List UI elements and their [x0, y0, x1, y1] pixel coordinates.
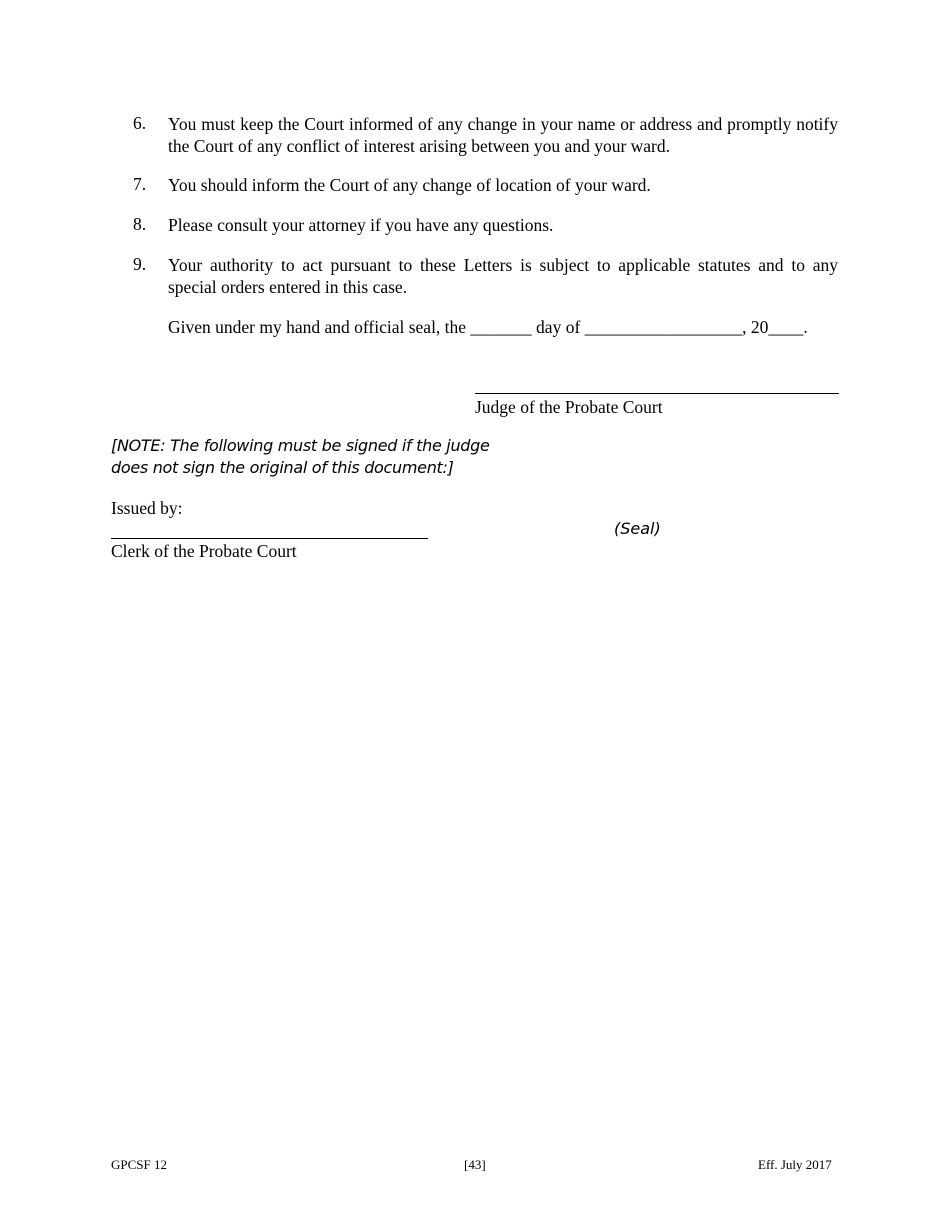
- clerk-label: Clerk of the Probate Court: [111, 541, 297, 561]
- item-text: Please consult your attorney if you have any questions.: [168, 215, 554, 235]
- footer-page-number: [43]: [464, 1157, 486, 1172]
- item-text: You must keep the Court informed of any change in your name or address and promptly notify the Court of any conflict of interest arising between you and your ward.: [168, 114, 838, 156]
- item-text: You should inform the Court of any change of location of your ward.: [168, 175, 651, 195]
- given-under-seal-line: Given under my hand and official seal, the _______ day of __________________, 20____.: [168, 317, 808, 337]
- judge-label: Judge of the Probate Court: [475, 397, 663, 417]
- clerk-signature-line[interactable]: [111, 538, 428, 539]
- item-text: Your authority to act pursuant to these Letters is subject to applicable statutes and to any special orders entered in this case.: [168, 255, 838, 297]
- item-number: 7.: [133, 174, 147, 194]
- item-number: 9.: [133, 254, 147, 274]
- issued-by-label: Issued by:: [111, 498, 183, 518]
- seal-label: (Seal): [614, 519, 661, 538]
- footer-effective-date: Eff. July 2017: [758, 1157, 832, 1172]
- footer-form-id: GPCSF 12: [111, 1157, 167, 1172]
- judge-signature-line[interactable]: [475, 393, 839, 394]
- item-number: 8.: [133, 214, 147, 234]
- item-number: 6.: [133, 113, 147, 133]
- note-text: [NOTE: The following must be signed if the judge does not sign the original of this document:]: [111, 436, 490, 477]
